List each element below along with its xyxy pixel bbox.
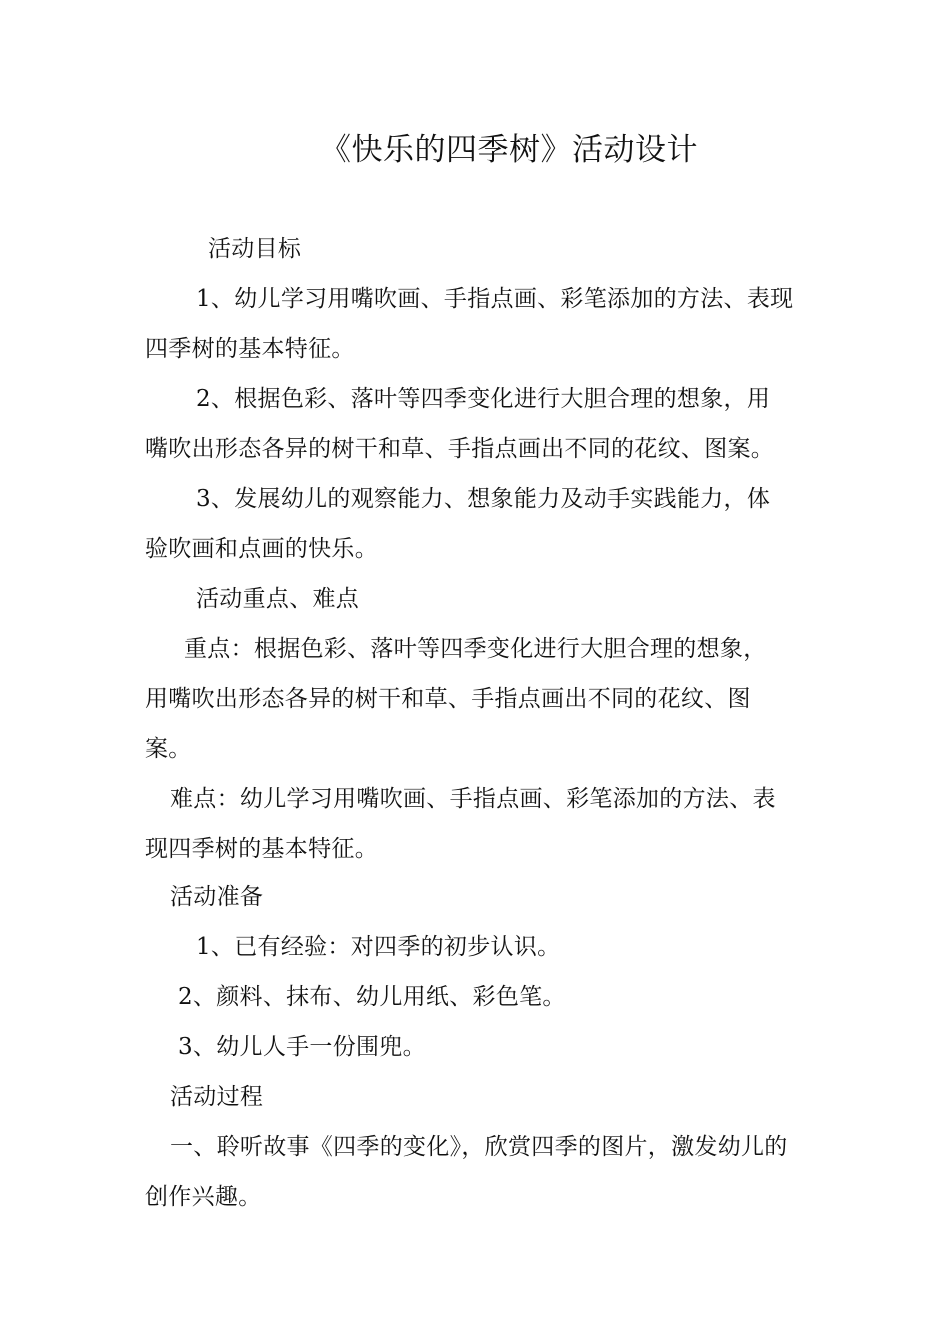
goals-heading: 活动目标 <box>208 236 302 262</box>
goal-2-line-2: 嘴吹出形态各异的树干和草、手指点画出不同的花纹、图案。 <box>145 436 775 462</box>
process-step-1-line-2: 创作兴趣。 <box>145 1184 262 1210</box>
focus-line-2: 用嘴吹出形态各异的树干和草、手指点画出不同的花纹、图 <box>145 686 751 712</box>
goal-1-line-2: 四季树的基本特征。 <box>145 336 355 362</box>
preparation-item-1: 1、已有经验：对四季的初步认识。 <box>196 934 561 960</box>
process-step-1-line-1: 一、聆听故事《四季的变化》，欣赏四季的图片，激发幼儿的 <box>170 1134 788 1160</box>
focus-line-3: 案。 <box>145 736 192 762</box>
preparation-item-2: 2、颜料、抹布、幼儿用纸、彩色笔。 <box>178 984 566 1010</box>
goal-3-line-1: 3、发展幼儿的观察能力、想象能力及动手实践能力，体 <box>196 486 771 512</box>
goal-3-line-2: 验吹画和点画的快乐。 <box>145 536 378 562</box>
difficulty-line-1: 难点：幼儿学习用嘴吹画、手指点画、彩笔添加的方法、表 <box>170 786 776 812</box>
difficulty-line-2: 现四季树的基本特征。 <box>145 836 378 862</box>
document-title: 《快乐的四季树》活动设计 <box>320 132 698 168</box>
focus-line-1: 重点：根据色彩、落叶等四季变化进行大胆合理的想象， <box>184 636 767 662</box>
process-heading: 活动过程 <box>170 1084 264 1110</box>
goal-1-line-1: 1、幼儿学习用嘴吹画、手指点画、彩笔添加的方法、表现 <box>196 286 794 312</box>
goal-2-line-1: 2、根据色彩、落叶等四季变化进行大胆合理的想象，用 <box>196 386 771 412</box>
key-points-heading: 活动重点、难点 <box>196 586 360 612</box>
preparation-item-3: 3、幼儿人手一份围兜。 <box>178 1034 426 1060</box>
preparation-heading: 活动准备 <box>170 884 264 910</box>
